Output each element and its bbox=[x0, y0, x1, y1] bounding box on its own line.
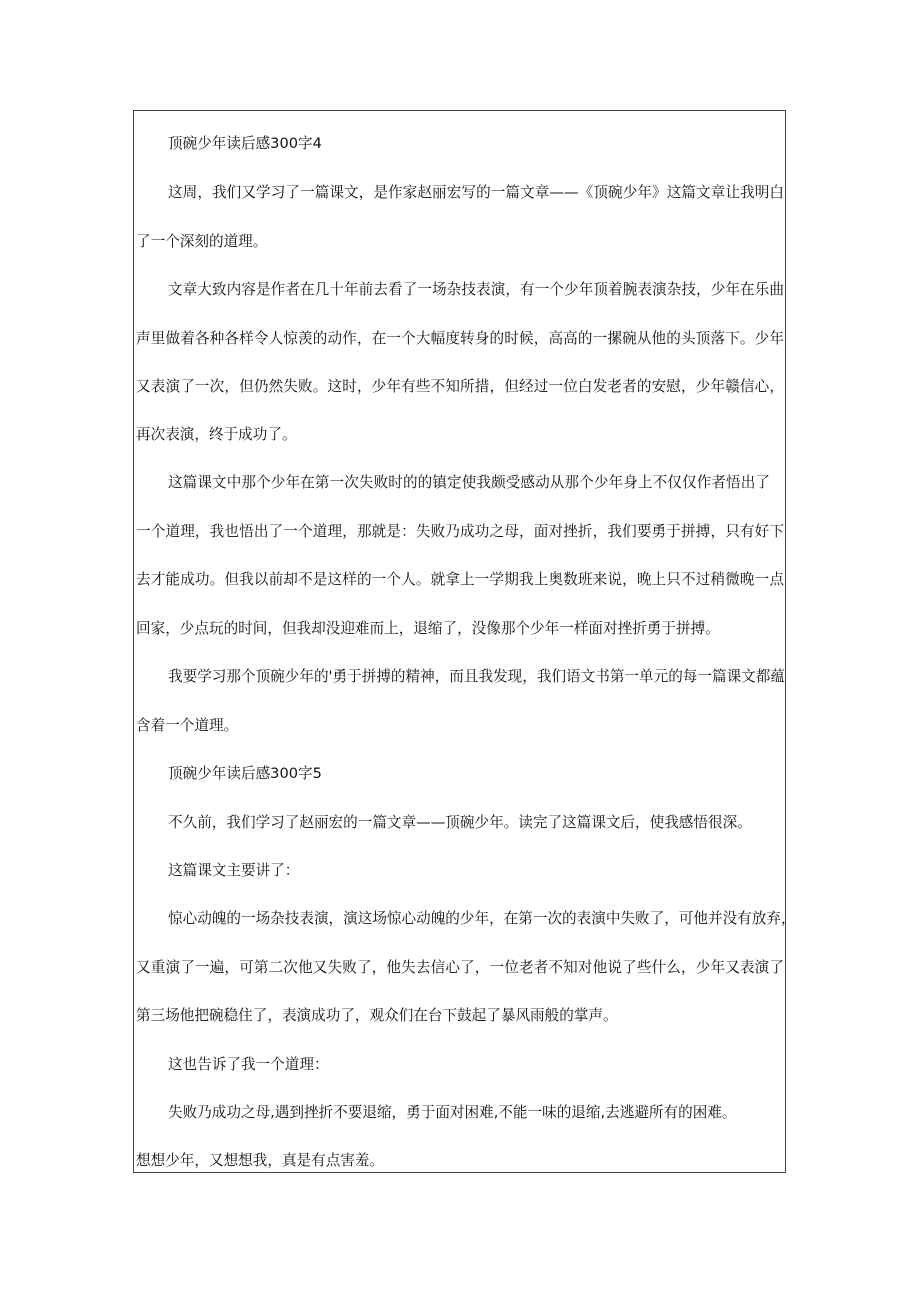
section5-p3-line1: 惊心动魄的一场杂技表演，演这场惊心动魄的少年，在第一次的表演中失败了，可他并没有放弃， bbox=[168, 910, 796, 927]
section4-p2-line1: 文章大致内容是作者在几十年前去看了一场杂技表演，有一个少年顶着腕表演杂技，少年在乐曲 bbox=[168, 281, 784, 298]
section4-p2-line2: 声里做着各种各样令人惊羡的动作，在一个大幅度转身的时候，高高的一摞碗从他的头顶落下。少年 bbox=[136, 330, 784, 347]
section4-heading: 顶碗少年读后感300字4 bbox=[168, 135, 322, 152]
section5-p5: 失败乃成功之母,遇到挫折不要退缩，勇于面对困难,不能一味的退缩,去逃避所有的困难。 bbox=[168, 1104, 737, 1121]
section5-p6: 想想少年，又想想我，真是有点害羞。 bbox=[136, 1152, 385, 1169]
section4-p1-line1: 这周，我们又学习了一篇课文，是作家赵丽宏写的一篇文章——《顶碗少年》这篇文章让我明白 bbox=[168, 184, 784, 201]
section5-p4: 这也告诉了我一个道理： bbox=[168, 1056, 329, 1073]
section4-p1-line2: 了一个深刻的道理。 bbox=[136, 233, 268, 250]
section5-heading: 顶碗少年读后感300字5 bbox=[168, 765, 322, 782]
section4-p4-line2: 含着一个道理。 bbox=[136, 717, 239, 734]
section5-p3-line2: 又重演了一遍，可第二次他又失败了，他失去信心了，一位老者不知对他说了些什么，少年又表演了 bbox=[136, 959, 784, 976]
section5-p2: 这篇课文主要讲了： bbox=[168, 862, 300, 879]
section5-p1: 不久前，我们学习了赵丽宏的一篇文章——顶碗少年。读完了这篇课文后，使我感悟很深。 bbox=[168, 814, 752, 831]
section4-p3-line2: 一个道理，我也悟出了一个道理，那就是：失败乃成功之母，面对挫折，我们要勇于拼搏，只有好下 bbox=[136, 523, 784, 540]
section4-p4-line1: 我要学习那个顶碗少年的'勇于拼搏的精神，而且我发现，我们语文书第一单元的每一篇课文都蕴 bbox=[168, 668, 785, 685]
section4-p2-line4: 再次表演，终于成功了。 bbox=[136, 426, 297, 443]
section4-p3-line1: 这篇课文中那个少年在第一次失败时的的镇定使我颇受感动从那个少年身上不仅仅作者悟出了 bbox=[168, 474, 770, 491]
section4-p3-line3: 去才能成功。但我以前却不是这样的一个人。就拿上一学期我上奥数班来说，晚上只不过稍微晚一点 bbox=[136, 571, 784, 588]
section4-p2-line3: 又表演了一次，但仍然失败。这时，少年有些不知所措，但经过一位白发老者的安慰，少年赣信心， bbox=[136, 378, 784, 395]
section4-p3-line4: 回家，少点玩的时间，但我却没迎难而上，退缩了，没像那个少年一样面对挫折勇于拼搏。 bbox=[136, 620, 720, 637]
section5-p3-line3: 第三场他把碗稳住了，表演成功了，观众们在台下鼓起了暴风雨般的掌声。 bbox=[136, 1007, 618, 1024]
